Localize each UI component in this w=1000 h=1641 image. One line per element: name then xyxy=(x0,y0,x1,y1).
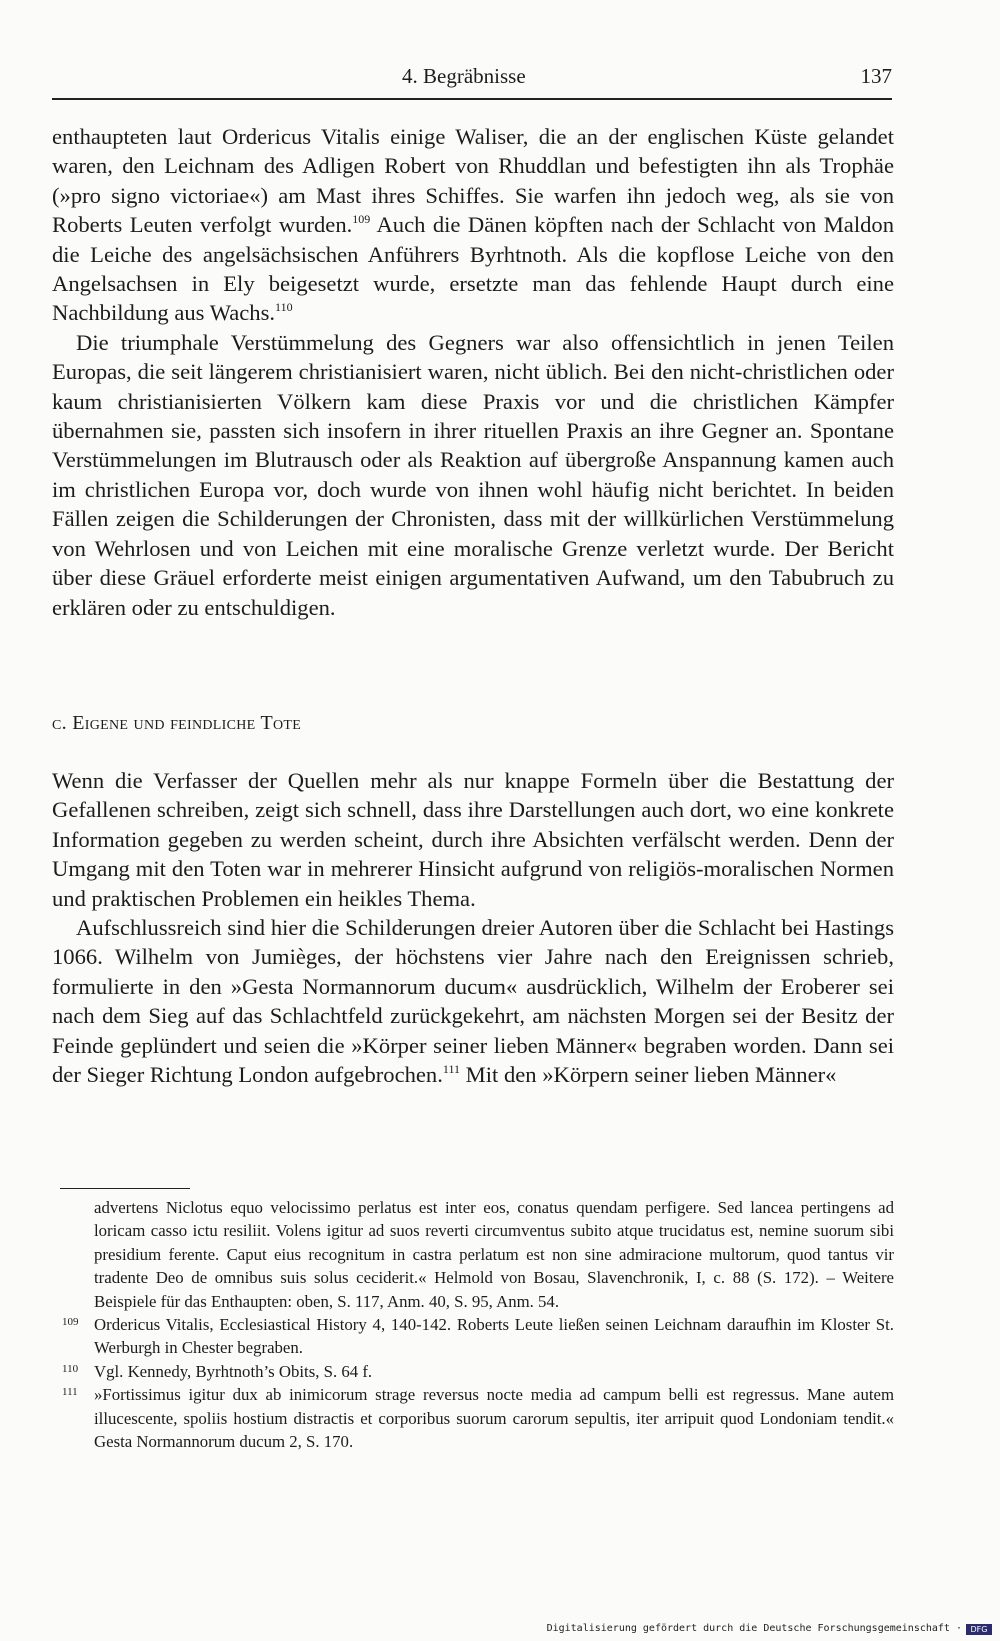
footnote-text: advertens Niclotus equo velocissimo perlatus est inter eos, conatus quendam perfigere. Sed lancea pertingens ad loricam casso ictu resiliit. Volens igitur ad suos reverti circumventus subito atque trucidatus est, nemine suorum sibi presidium ferente. Caput eius recognitum in castra perlatum est non sine admiracione multorum, quod tantus vir tradente Deo de omnibus suis solus ceciderit.« Helmold von Bosau, Slavenchronik, I, c. 88 (S. 172). – Weitere Beispiele für das Enthaupten: oben, S. 117, Anm. 40, S. 95, Anm. 54. xyxy=(94,1198,894,1311)
footnote-divider xyxy=(60,1188,190,1189)
section-1-text xyxy=(52,122,894,622)
paragraph-text: Auch die Dänen köpften nach der Schlacht von Maldon die Leiche des angelsächsischen Anführers Byrhtnoth. Als die kopflose Leiche von den Angelsachsen in Ely beigesetzt wurde, ersetzte man das fehlende Haupt durch eine Nachbildung aus Wachs. xyxy=(52,212,895,326)
paragraph xyxy=(52,122,894,328)
footnote-ref: 110 xyxy=(275,300,293,315)
footnote-text: »Fortissimus igitur dux ab inimicorum strage reversus nocte media ad campum belli est regressus. Mane autem illucescente, spoliis hostium distractis et corporibus suorum carorum sepultis, iter arripuit quod Londoniam tendit.« Gesta Normannorum ducum 2, S. 170. xyxy=(94,1385,894,1452)
digitization-credit xyxy=(547,1623,992,1635)
paragraph-text: Aufschlussreich sind hier die Schilderungen dreier Autoren über die Schlacht bei Hastings 1066. Wilhelm von Jumièges, der höchstens vier Jahre nach den Ereignissen schrieb, formulierte in den »Gesta Normannorum ducum« ausdrücklich, Wilhelm der Eroberer sei nach dem Sieg auf das Schlachtfeld zurückgekehrt, am nächsten Morgen sei der Besitz der Feinde geplündert und seien die »Körper seiner lieben Männer« begraben worden. Dann sei der Sieger Richtung London aufgebrochen. xyxy=(52,915,894,1088)
running-head xyxy=(52,58,892,100)
footnote xyxy=(60,1360,894,1383)
footnotes xyxy=(60,1196,894,1453)
credit-text: Digitalisierung gefördert durch die Deutsche Forschungsgemeinschaft · xyxy=(546,1623,962,1634)
paragraph: Wenn die Verfasser der Quellen mehr als nur knappe Formeln über die Bestattung der Gefallenen schreiben, zeigt sich schnell, dass ihre Darstellungen auch dort, wo eine konkrete Information gegeben zu werden scheint, durch ihre Absichten verfälscht werden. Denn der Umgang mit den Toten war in mehrerer Hinsicht aufgrund von religiös-moralischen Normen und praktischen Problemen ein heikles Thema. xyxy=(52,768,894,911)
footnote xyxy=(60,1313,894,1360)
dfg-logo-icon: DFG xyxy=(966,1624,992,1635)
paragraph-text: Mit den »Körpern seiner lieben Männer« xyxy=(460,1062,837,1088)
footnote xyxy=(60,1383,894,1453)
chapter-title: 4. Begräbnisse xyxy=(402,64,526,88)
footnote-text: Vgl. Kennedy, Byrhtnoth’s Obits, S. 64 f. xyxy=(94,1361,373,1381)
footnote-ref: 109 xyxy=(352,212,371,227)
paragraph xyxy=(52,913,894,1089)
paragraph-text: enthaupteten laut Ordericus Vitalis einige Waliser, die an der englischen Küste gelandet waren, den Leichnam des Adligen Robert von Rhuddlan und befestigten ihn als Trophäe (»pro signo victoriae«) am Mast ihres Schiffes. Sie warfen ihn jedoch weg, als sie von Roberts Leuten verfolgt wurden. xyxy=(52,124,894,238)
section-2-text xyxy=(52,766,894,1089)
footnote-number: 111 xyxy=(62,1386,78,1399)
footnote-ref: 111 xyxy=(442,1062,460,1077)
footnote-number: 110 xyxy=(62,1362,79,1375)
footnote-number: 109 xyxy=(62,1316,79,1329)
paragraph: Die triumphale Verstümmelung des Gegners war also offensichtlich in jenen Teilen Europas, die seit längerem christianisiert waren, nicht üblich. Bei den nicht-christlichen oder kaum christianisierten Völkern kam diese Praxis vor und die christlichen Kämpfer übernahmen sie, passten sich insofern in ihrer rituellen Praxis an ihre Gegner an. Spontane Verstümmelungen im Blutrausch oder als Reaktion auf übergroße Anspannung kamen auch im christlichen Europa vor, doch wurde von ihnen wohl häufig nicht berichtet. In beiden Fällen zeigen die Schilderungen der Chronisten, dass mit der willkürlichen Verstümmelung von Wehrlosen und von Leichen mit eine moralische Grenze verletzt wurde. Der Bericht über diese Gräuel erforderte meist einigen argumentativen Aufwand, um den Tabubruch zu erklären oder zu entschuldigen. xyxy=(52,329,894,620)
footnote-text: Ordericus Vitalis, Ecclesiastical History 4, 140-142. Roberts Leute ließen seinen Leichnam daraufhin im Kloster St. Werburgh in Chester begraben. xyxy=(94,1315,894,1358)
footnote-continuation xyxy=(60,1196,894,1313)
page-number: 137 xyxy=(860,64,892,88)
section-heading: c. Eigene und feindliche Tote xyxy=(52,712,302,734)
